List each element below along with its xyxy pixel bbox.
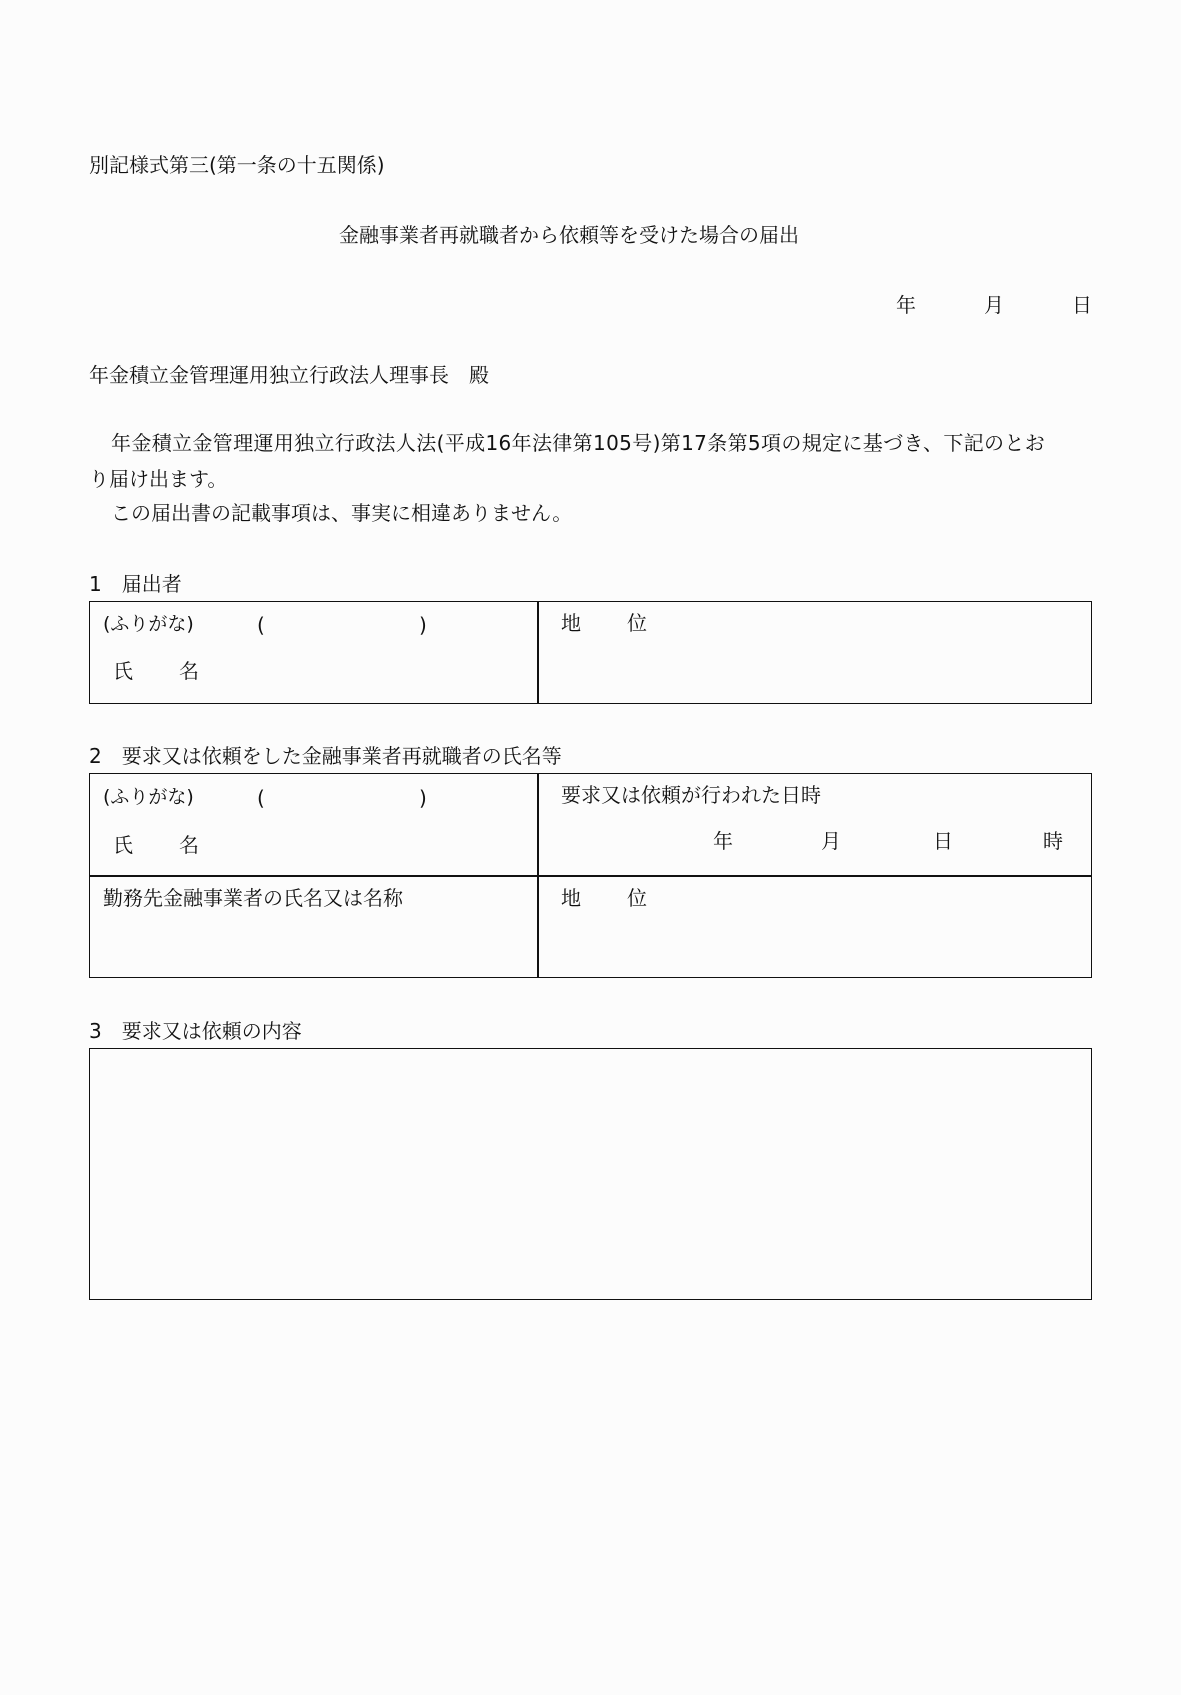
section-2-divider-horizontal (89, 875, 1092, 877)
section-1-furigana-label[interactable]: (ふりがな) (103, 613, 194, 635)
section-1-position-label-2: 位 (627, 611, 647, 635)
date-month-label: 月 (984, 293, 1004, 317)
body-paragraph-1-line-2: り届け出ます。 (89, 467, 228, 491)
section-1-heading: 1 届出者 (89, 572, 182, 596)
section-1-name-label-2: 名 (179, 659, 199, 683)
section-2-datetime-month[interactable]: 月 (821, 829, 841, 853)
section-2-employer-label[interactable]: 勤務先金融事業者の氏名又は名称 (103, 886, 403, 910)
section-2-datetime-hour[interactable]: 時 (1043, 829, 1063, 853)
section-1-position-label-1[interactable]: 地 (561, 611, 581, 635)
section-3-content-box[interactable] (89, 1048, 1092, 1300)
section-2-furigana-label[interactable]: (ふりがな) (103, 786, 194, 808)
date-day-label: 日 (1072, 293, 1092, 317)
section-2-datetime-year[interactable]: 年 (713, 829, 733, 853)
section-2-heading: 2 要求又は依頼をした金融事業者再就職者の氏名等 (89, 744, 562, 768)
date-year-label: 年 (896, 293, 916, 317)
section-1-table (89, 601, 1092, 704)
addressee: 年金積立金管理運用独立行政法人理事長 殿 (89, 363, 489, 387)
form-reference: 別記様式第三(第一条の十五関係) (89, 153, 385, 177)
section-2-name-label-1[interactable]: 氏 (113, 833, 133, 857)
section-2-name-label-2: 名 (179, 833, 199, 857)
section-1-name-label-1[interactable]: 氏 (113, 659, 133, 683)
body-paragraph-1-line-1: 年金積立金管理運用独立行政法人法(平成16年法律第105号)第17条第5項の規定に基づき、下記のとお (111, 431, 1046, 455)
section-3-heading: 3 要求又は依頼の内容 (89, 1019, 302, 1043)
section-2-position-label-2: 位 (627, 886, 647, 910)
section-2-datetime-label: 要求又は依頼が行われた日時 (561, 783, 821, 807)
body-paragraph-2: この届出書の記載事項は、事実に相違ありません。 (111, 501, 573, 525)
section-1-furigana-paren-close: ) (419, 613, 427, 637)
section-2-datetime-day[interactable]: 日 (933, 829, 953, 853)
section-2-furigana-paren-open: ( (257, 786, 265, 810)
section-1-divider (537, 601, 539, 704)
section-1-furigana-paren-open: ( (257, 613, 265, 637)
section-2-position-label-1[interactable]: 地 (561, 886, 581, 910)
section-2-furigana-paren-close: ) (419, 786, 427, 810)
document-title: 金融事業者再就職者から依頼等を受けた場合の届出 (339, 223, 799, 247)
